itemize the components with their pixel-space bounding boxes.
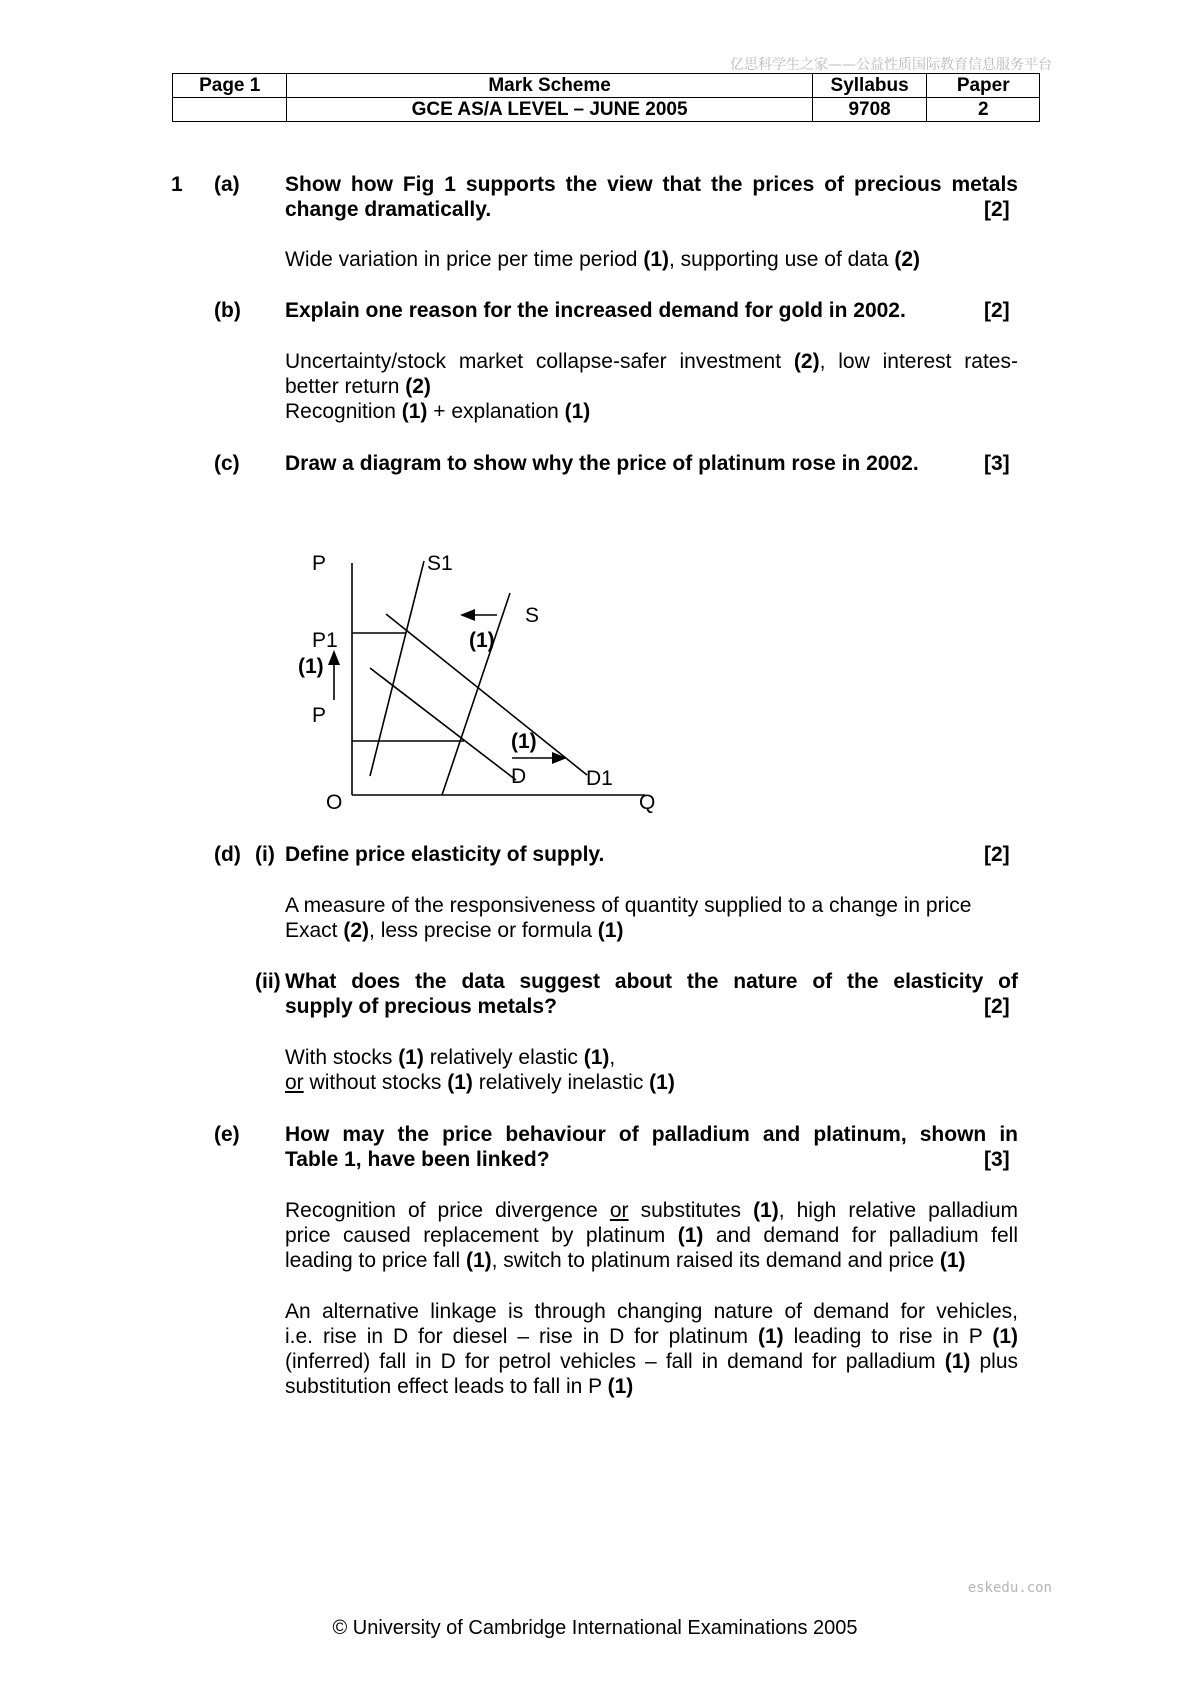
header-syllabus: 9708 — [812, 98, 927, 122]
header-paper: 2 — [927, 98, 1040, 122]
header-exam: GCE AS/A LEVEL – JUNE 2005 — [287, 98, 812, 122]
y-axis-label: P — [312, 552, 327, 575]
supply-curve-s — [442, 593, 510, 795]
part-a-answer: Wide variation in price per time period (1), supporting use of data (2) — [285, 248, 920, 271]
part-e-answer-p2-line1: An alternative linkage is through changing nature of demand for vehicles, — [285, 1300, 1018, 1323]
footer-copyright: © University of Cambridge International Examinations 2005 — [332, 1617, 858, 1639]
origin-label: O — [326, 791, 343, 814]
part-e-answer-p2-line3: (inferred) fall in D for petrol vehicles – fall in demand for palladium (1) plus — [285, 1350, 1019, 1373]
part-d-i-question: Define price elasticity of supply. — [285, 843, 605, 866]
part-c-question: Draw a diagram to show why the price of platinum rose in 2002. — [285, 452, 919, 475]
part-d-i-answer-line1: A measure of the responsiveness of quantity supplied to a change in price — [285, 894, 972, 917]
part-d-i-answer-line2: Exact (2), less precise or formula (1) — [285, 919, 624, 942]
part-c-label: (c) — [214, 452, 240, 475]
part-d-label: (d) — [214, 843, 241, 866]
part-d-ii-answer-line2: or without stocks (1) relatively inelastic (1) — [285, 1071, 675, 1094]
part-e-label: (e) — [214, 1123, 240, 1146]
part-d-ii-question-line1: What does the data suggest about the nature of the elasticity of — [285, 970, 1018, 993]
part-d-i-marks: [2] — [984, 843, 1010, 866]
part-e-answer-p2-line2: i.e. rise in D for diesel – rise in D for platinum (1) leading to rise in P (1) — [285, 1325, 1018, 1348]
part-d-ii-label: (ii) — [255, 970, 281, 993]
part-b-answer-line1: Uncertainty/stock market collapse-safer investment (2), low interest rates- — [285, 350, 1018, 373]
part-d-ii-question-line2: supply of precious metals? — [285, 995, 557, 1018]
part-e-marks: [3] — [984, 1148, 1010, 1171]
p-label: P — [312, 704, 327, 727]
part-d-i-label: (i) — [255, 843, 275, 866]
part-a-question-line1: Show how Fig 1 supports the view that the prices of precious metals — [285, 173, 1018, 196]
part-d-ii-marks: [2] — [984, 995, 1010, 1018]
header-mark-scheme: Mark Scheme — [287, 74, 812, 98]
part-a-question-line2: change dramatically. — [285, 198, 492, 221]
part-e-answer-p1-line3: leading to price fall (1), switch to platinum raised its demand and price (1) — [285, 1249, 966, 1272]
part-b-question: Explain one reason for the increased demand for gold in 2002. — [285, 299, 906, 322]
part-a-label: (a) — [214, 173, 240, 196]
header-paper-label: Paper — [927, 74, 1040, 98]
demand-curve-d — [370, 668, 516, 780]
s-label: S — [525, 604, 540, 627]
s1-label: S1 — [427, 552, 453, 575]
watermark-bottom: eskedu.con — [967, 1580, 1052, 1596]
price-rise-mark: (1) — [298, 655, 324, 678]
part-a-marks: [2] — [984, 198, 1010, 221]
watermark-top: 亿思科学生之家——公益性质国际教育信息服务平台 — [730, 57, 1052, 73]
part-e-answer-p1-line2: price caused replacement by platinum (1) and demand for palladium fell — [285, 1224, 1018, 1247]
d1-label: D1 — [586, 767, 613, 790]
x-axis-label: Q — [639, 791, 656, 814]
part-b-marks: [2] — [984, 299, 1010, 322]
part-b-answer-line2: better return (2) — [285, 375, 431, 398]
part-e-question-line1: How may the price behaviour of palladium and platinum, shown in — [285, 1123, 1018, 1146]
part-e-answer-p1-line1: Recognition of price divergence or substitutes (1), high relative palladium — [285, 1199, 1019, 1222]
part-c-marks: [3] — [984, 452, 1010, 475]
question-number: 1 — [171, 173, 183, 196]
price-rise-arrow-head — [328, 650, 340, 665]
d-label: D — [511, 765, 527, 788]
p1-label: P1 — [312, 629, 338, 652]
part-e-question-line2: Table 1, have been linked? — [285, 1148, 550, 1171]
part-b-answer-line3: Recognition (1) + explanation (1) — [285, 400, 591, 423]
header-page: Page 1 — [173, 74, 287, 98]
supply-curve-s1 — [370, 561, 424, 776]
header-syllabus-label: Syllabus — [812, 74, 927, 98]
part-e-answer-p2-line4: substitution effect leads to fall in P (1) — [285, 1375, 634, 1398]
part-b-label: (b) — [214, 299, 241, 322]
supply-shift-mark: (1) — [469, 629, 495, 652]
demand-shift-mark: (1) — [511, 730, 537, 753]
part-d-ii-answer-line1: With stocks (1) relatively elastic (1), — [285, 1046, 616, 1069]
supply-shift-arrow-head — [460, 609, 475, 621]
